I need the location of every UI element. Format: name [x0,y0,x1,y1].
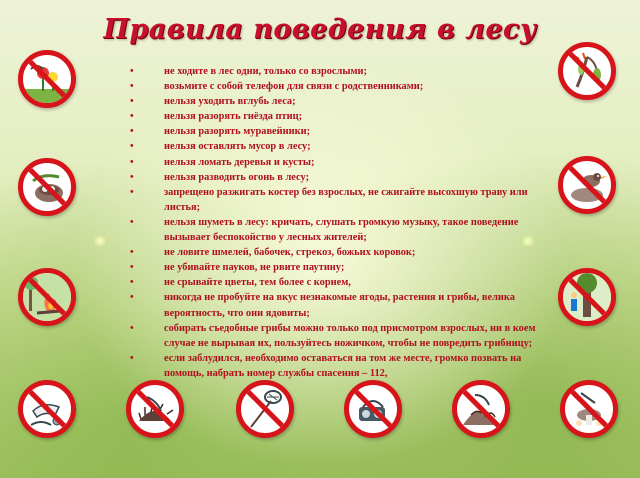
firefly-decoration [92,236,108,246]
rule-item: • нельзя шуметь в лесу: кричать, слушать громкую музыку, такое поведение вызывает беспокойство у лесных жителей; [130,216,519,244]
rule-item: • нельзя ломать деревья и кусты; [130,156,315,168]
no-breaking-branches-icon [558,42,616,100]
rule-item: • нельзя разводить огонь в лесу; [130,171,310,183]
no-litter-icon [18,380,76,438]
no-campfire-icon [18,268,76,326]
page-title: Правила поведения в лесу [103,14,537,45]
no-breaking-nests-icon [18,158,76,216]
rule-item: • если заблудился, необходимо оставаться на том же месте, громко позвать на помощь, набрать номер службы спасения – 112, [130,352,522,379]
rule-item: • возьмите с собой телефон для связи с родственниками; [130,81,424,93]
rule-item: • никогда не пробуйте на вкус незнакомые ягоды, растения и грибы, велика вероятность, что они ядовиты; [130,292,515,319]
rule-item: • не ходите в лес одни, только со взрослыми; [130,66,367,77]
no-loud-music-icon [344,380,402,438]
rule-item: • нельзя разорять гнёзда птиц; [130,111,303,123]
no-cutting-trees-icon [558,268,616,326]
no-hedgehog-catching-icon [126,380,184,438]
rule-item: • собирать съедобные грибы можно только под присмотром взрослых, ни в коем случае не вырывая их, пользуйтесь ножичком, чтобы не повредить грибницу; [130,322,536,349]
no-disturbing-birds-icon [558,156,616,214]
no-picking-flowers-icon [18,50,76,108]
rule-item: • нельзя разорять муравейники; [130,126,311,138]
rule-item: • запрещено разжигать костер без взрослых, не сжигайте высохшую траву или листья; [130,186,528,213]
rule-item: • не срывайте цветы, тем более с корнем, [130,277,351,289]
no-anthill-destruction-icon [452,380,510,438]
firefly-decoration [520,236,536,246]
rules-list [128,64,546,381]
rule-item: • нельзя уходить вглубь леса; [130,96,296,108]
rule-item: • не убивайте пауков, не рвите паутину; [130,262,345,274]
rule-item: • не ловите шмелей, бабочек, стрекоз, божьих коровок; [130,247,416,259]
rule-item: • нельзя оставлять мусор в лесу; [130,141,311,153]
no-catching-insects-icon [236,380,294,438]
no-mushroom-uprooting-icon [560,380,618,438]
